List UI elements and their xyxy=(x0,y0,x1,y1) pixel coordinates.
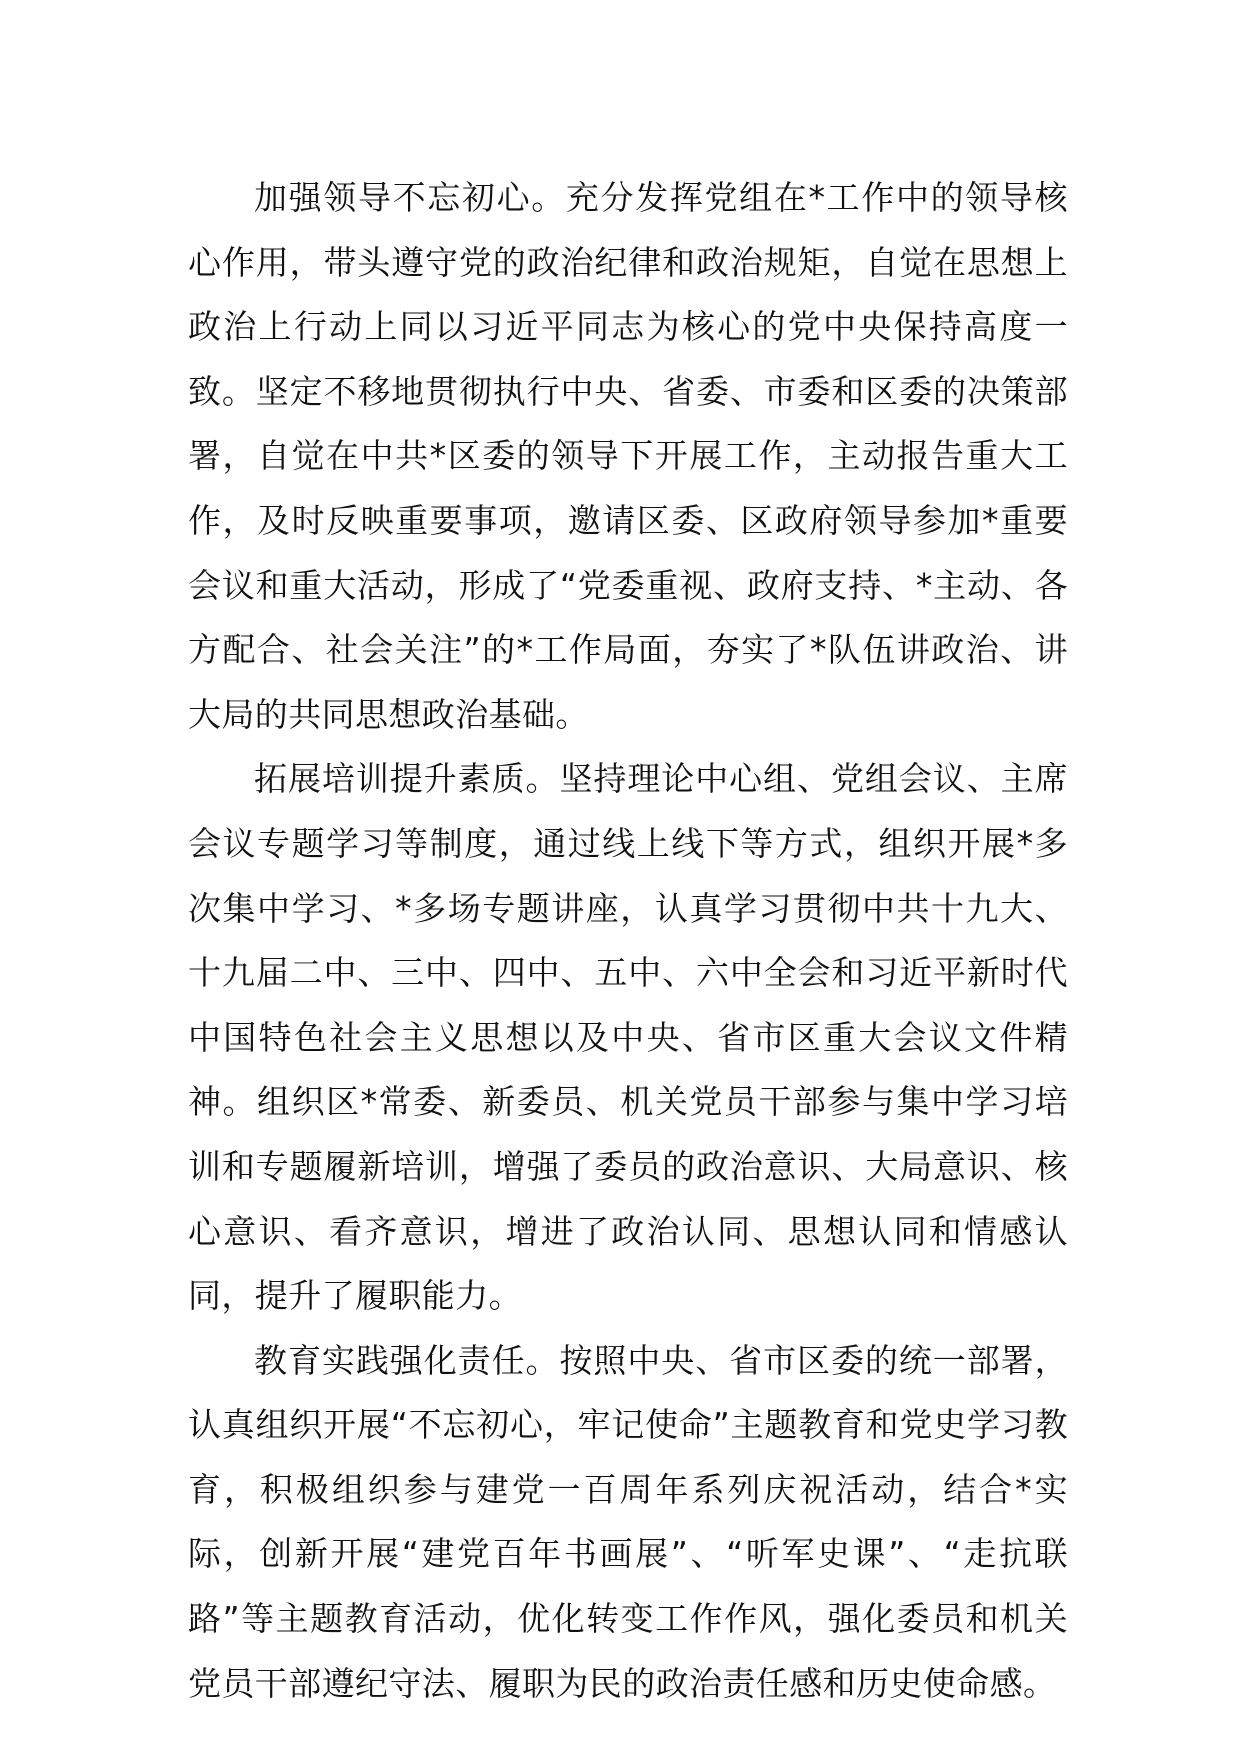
paragraph-training: 拓展培训提升素质。坚持理论中心组、党组会议、主席会议专题学习等制度，通过线上线下等方式，组织开展*多次集中学习、*多场专题讲座，认真学习贯彻中共十九大、十九届二中、三中、四中、五中、六中全会和习近平新时代中国特色社会主义思想以及中央、省市区重大会议文件精神。组织区*常委、新委员、机关党员干部参与集中学习培训和专题履新培训，增强了委员的政治意识、大局意识、核心意识、看齐意识，增进了政治认同、思想认同和情感认同，提升了履职能力。 xyxy=(188,759,1068,1316)
paragraph-leadership: 加强领导不忘初心。充分发挥党组在*工作中的领导核心作用，带头遵守党的政治纪律和政治规矩，自觉在思想上政治上行动上同以习近平同志为核心的党中央保持高度一致。坚定不移地贯彻执行中央、省委、市委和区委的决策部署，自觉在中共*区委的领导下开展工作，主动报告重大工作，及时反映重要事项，邀请区委、区政府领导参加*重要会议和重大活动，形成了“党委重视、政府支持、*主动、各方配合、社会关注”的*工作局面，夯实了*队伍讲政治、讲大局的共同思想政治基础。 xyxy=(188,178,1068,734)
document-body xyxy=(188,166,1068,1716)
paragraph-education: 教育实践强化责任。按照中央、省市区委的统一部署，认真组织开展“不忘初心，牢记使命”主题教育和党史学习教育，积极组织参与建党一百周年系列庆祝活动，结合*实际，创新开展“建党百年书画展”、“听军史课”、“走抗联路”等主题教育活动，优化转变工作作风，强化委员和机关党员干部遵纪守法、履职为民的政治责任感和历史使命感。 xyxy=(188,1340,1068,1703)
